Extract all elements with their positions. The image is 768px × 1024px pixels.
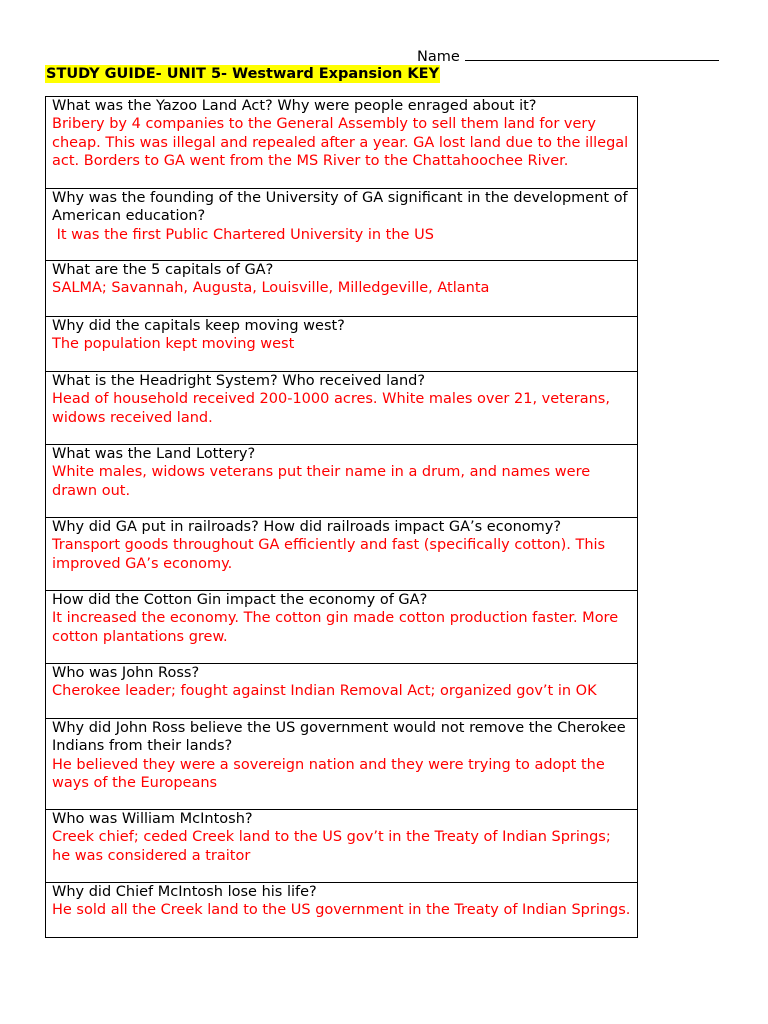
- name-label: Name: [417, 49, 460, 65]
- table-row: [46, 372, 638, 445]
- table-row: [46, 883, 638, 938]
- table-row: [46, 189, 638, 261]
- table-row: [46, 445, 638, 518]
- table-row: [46, 518, 638, 591]
- answer-text: Creek chief; ceded Creek land to the US gov’t in the Treaty of Indian Springs; he was considered a traitor: [52, 829, 611, 864]
- table-row: [46, 719, 638, 810]
- table-cell: [46, 445, 638, 518]
- table-row: [46, 810, 638, 883]
- table-cell: [46, 189, 638, 261]
- answer-text: Head of household received 200-1000 acres. White males over 21, veterans, widows received land.: [52, 391, 610, 426]
- table-cell: [46, 372, 638, 445]
- answer-text: Cherokee leader; fought against Indian Removal Act; organized gov’t in OK: [52, 683, 597, 700]
- question-text: Why did John Ross believe the US government would not remove the Cherokee Indians from their lands?: [52, 720, 626, 755]
- answer-text: Bribery by 4 companies to the General Assembly to sell them land for very cheap. This was illegal and repealed after a year. GA lost land due to the illegal act. Borders to GA went from the MS River to the Chattahoochee River.: [52, 116, 629, 169]
- name-field: [417, 45, 719, 65]
- question-text: How did the Cotton Gin impact the economy of GA?: [52, 592, 428, 608]
- question-text: What is the Headright System? Who received land?: [52, 373, 426, 389]
- question-text: Who was John Ross?: [52, 665, 200, 681]
- study-guide-table: [45, 96, 638, 938]
- table-cell: [46, 518, 638, 591]
- answer-text: It increased the economy. The cotton gin made cotton production faster. More cotton plantations grew.: [52, 610, 619, 645]
- table-cell: [46, 97, 638, 189]
- answer-text: The population kept moving west: [52, 336, 295, 353]
- table-row: [46, 591, 638, 664]
- answer-text: White males, widows veterans put their name in a drum, and names were drawn out.: [52, 464, 591, 499]
- answer-text: He sold all the Creek land to the US government in the Treaty of Indian Springs.: [52, 902, 631, 919]
- question-text: Who was William McIntosh?: [52, 811, 253, 827]
- question-text: Why did the capitals keep moving west?: [52, 318, 345, 334]
- name-blank-line: [465, 45, 719, 61]
- table-cell: [46, 591, 638, 664]
- answer-text: He believed they were a sovereign nation and they were trying to adopt the ways of the Europeans: [52, 756, 605, 791]
- question-text: Why did GA put in railroads? How did railroads impact GA’s economy?: [52, 519, 562, 535]
- table-cell: [46, 883, 638, 938]
- question-text: What was the Land Lottery?: [52, 446, 256, 462]
- answer-text: It was the first Public Chartered University in the US: [52, 226, 434, 243]
- table-row: [46, 97, 638, 189]
- answer-text: Transport goods throughout GA efficiently and fast (specifically cotton). This improved GA’s economy.: [52, 537, 606, 572]
- table-cell: [46, 719, 638, 810]
- answer-text: SALMA; Savannah, Augusta, Louisville, Milledgeville, Atlanta: [52, 280, 490, 297]
- table-row: [46, 261, 638, 317]
- table-cell: [46, 317, 638, 372]
- table-cell: [46, 261, 638, 317]
- table-row: [46, 317, 638, 372]
- question-text: What are the 5 capitals of GA?: [52, 262, 274, 278]
- question-text: What was the Yazoo Land Act? Why were people enraged about it?: [52, 98, 537, 114]
- table-cell: [46, 664, 638, 719]
- question-text: Why did Chief McIntosh lose his life?: [52, 884, 317, 900]
- table-row: [46, 664, 638, 719]
- question-text: Why was the founding of the University of GA significant in the development of American education?: [52, 190, 628, 225]
- page-title: STUDY GUIDE- UNIT 5- Westward Expansion KEY: [46, 66, 440, 82]
- table-cell: [46, 810, 638, 883]
